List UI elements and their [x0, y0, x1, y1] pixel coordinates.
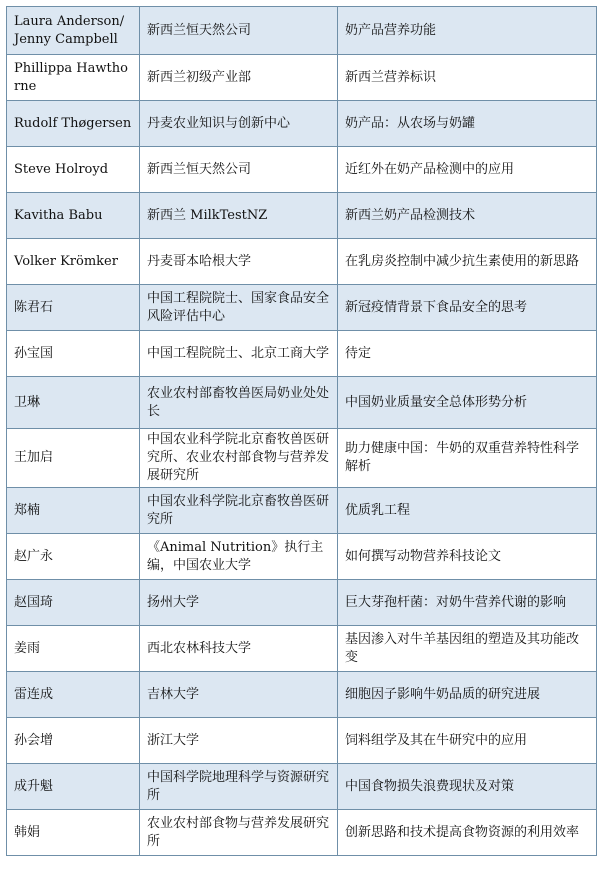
speaker-name-cell: 雷连成 — [7, 672, 140, 718]
table-row — [7, 101, 597, 147]
topic-cell: 新西兰营养标识 — [338, 55, 597, 101]
speaker-name-cell: 陈君石 — [7, 285, 140, 331]
table-row — [7, 193, 597, 239]
table-row — [7, 488, 597, 534]
organization-cell: 中国工程院院士、国家食品安全风险评估中心 — [140, 285, 338, 331]
speaker-name-cell: 姜雨 — [7, 626, 140, 672]
topic-cell: 待定 — [338, 331, 597, 377]
speaker-name-cell: 成升魁 — [7, 764, 140, 810]
speaker-name-cell: Volker Krömker — [7, 239, 140, 285]
table-row — [7, 7, 597, 55]
table-row — [7, 718, 597, 764]
topic-cell: 饲料组学及其在牛研究中的应用 — [338, 718, 597, 764]
table-row — [7, 580, 597, 626]
organization-cell: 中国科学院地理科学与资源研究所 — [140, 764, 338, 810]
speaker-name-cell: Steve Holroyd — [7, 147, 140, 193]
organization-cell: 新西兰恒天然公司 — [140, 147, 338, 193]
speaker-name-cell: 赵广永 — [7, 534, 140, 580]
speaker-name-cell: 韩娟 — [7, 810, 140, 856]
organization-cell: 丹麦哥本哈根大学 — [140, 239, 338, 285]
topic-cell: 巨大芽孢杆菌：对奶牛营养代谢的影响 — [338, 580, 597, 626]
topic-cell: 助力健康中国：牛奶的双重营养特性科学解析 — [338, 429, 597, 488]
speaker-name-cell: 孙会增 — [7, 718, 140, 764]
topic-cell: 优质乳工程 — [338, 488, 597, 534]
topic-cell: 细胞因子影响牛奶品质的研究进展 — [338, 672, 597, 718]
organization-cell: 农业农村部食物与营养发展研究所 — [140, 810, 338, 856]
topic-cell: 如何撰写动物营养科技论文 — [338, 534, 597, 580]
speaker-name-cell: 王加启 — [7, 429, 140, 488]
table-row — [7, 331, 597, 377]
topic-cell: 奶产品：从农场与奶罐 — [338, 101, 597, 147]
speaker-name-cell: Phillippa Hawthorne — [7, 55, 140, 101]
organization-cell: 中国工程院院士、北京工商大学 — [140, 331, 338, 377]
table-row — [7, 626, 597, 672]
table-row — [7, 55, 597, 101]
table-row — [7, 239, 597, 285]
table-row — [7, 377, 597, 429]
organization-cell: 新西兰 MilkTestNZ — [140, 193, 338, 239]
speaker-name-cell: Laura Anderson/ Jenny Campbell — [7, 7, 140, 55]
speaker-name-cell: 郑楠 — [7, 488, 140, 534]
speaker-name-cell: Kavitha Babu — [7, 193, 140, 239]
table-row — [7, 672, 597, 718]
topic-cell: 创新思路和技术提高食物资源的利用效率 — [338, 810, 597, 856]
organization-cell: 新西兰恒天然公司 — [140, 7, 338, 55]
organization-cell: 浙江大学 — [140, 718, 338, 764]
topic-cell: 近红外在奶产品检测中的应用 — [338, 147, 597, 193]
organization-cell: 吉林大学 — [140, 672, 338, 718]
table-row — [7, 534, 597, 580]
topic-cell: 在乳房炎控制中减少抗生素使用的新思路 — [338, 239, 597, 285]
organization-cell: 农业农村部畜牧兽医局奶业处处长 — [140, 377, 338, 429]
table-row — [7, 810, 597, 856]
topic-cell: 中国奶业质量安全总体形势分析 — [338, 377, 597, 429]
table-row — [7, 285, 597, 331]
table-row — [7, 764, 597, 810]
topic-cell: 新冠疫情背景下食品安全的思考 — [338, 285, 597, 331]
organization-cell: 中国农业科学院北京畜牧兽医研究所、农业农村部食物与营养发展研究所 — [140, 429, 338, 488]
organization-cell: 新西兰初级产业部 — [140, 55, 338, 101]
speaker-name-cell: 孙宝国 — [7, 331, 140, 377]
topic-cell: 中国食物损失浪费现状及对策 — [338, 764, 597, 810]
table-row — [7, 429, 597, 488]
organization-cell: 中国农业科学院北京畜牧兽医研究所 — [140, 488, 338, 534]
speaker-name-cell: 卫琳 — [7, 377, 140, 429]
topic-cell: 新西兰奶产品检测技术 — [338, 193, 597, 239]
table-row — [7, 147, 597, 193]
topic-cell: 奶产品营养功能 — [338, 7, 597, 55]
organization-cell: 《Animal Nutrition》执行主编，中国农业大学 — [140, 534, 338, 580]
topic-cell: 基因渗入对牛羊基因组的塑造及其功能改变 — [338, 626, 597, 672]
speaker-table — [6, 6, 597, 856]
organization-cell: 扬州大学 — [140, 580, 338, 626]
organization-cell: 西北农林科技大学 — [140, 626, 338, 672]
speaker-name-cell: 赵国琦 — [7, 580, 140, 626]
organization-cell: 丹麦农业知识与创新中心 — [140, 101, 338, 147]
speaker-name-cell: Rudolf Thøgersen — [7, 101, 140, 147]
